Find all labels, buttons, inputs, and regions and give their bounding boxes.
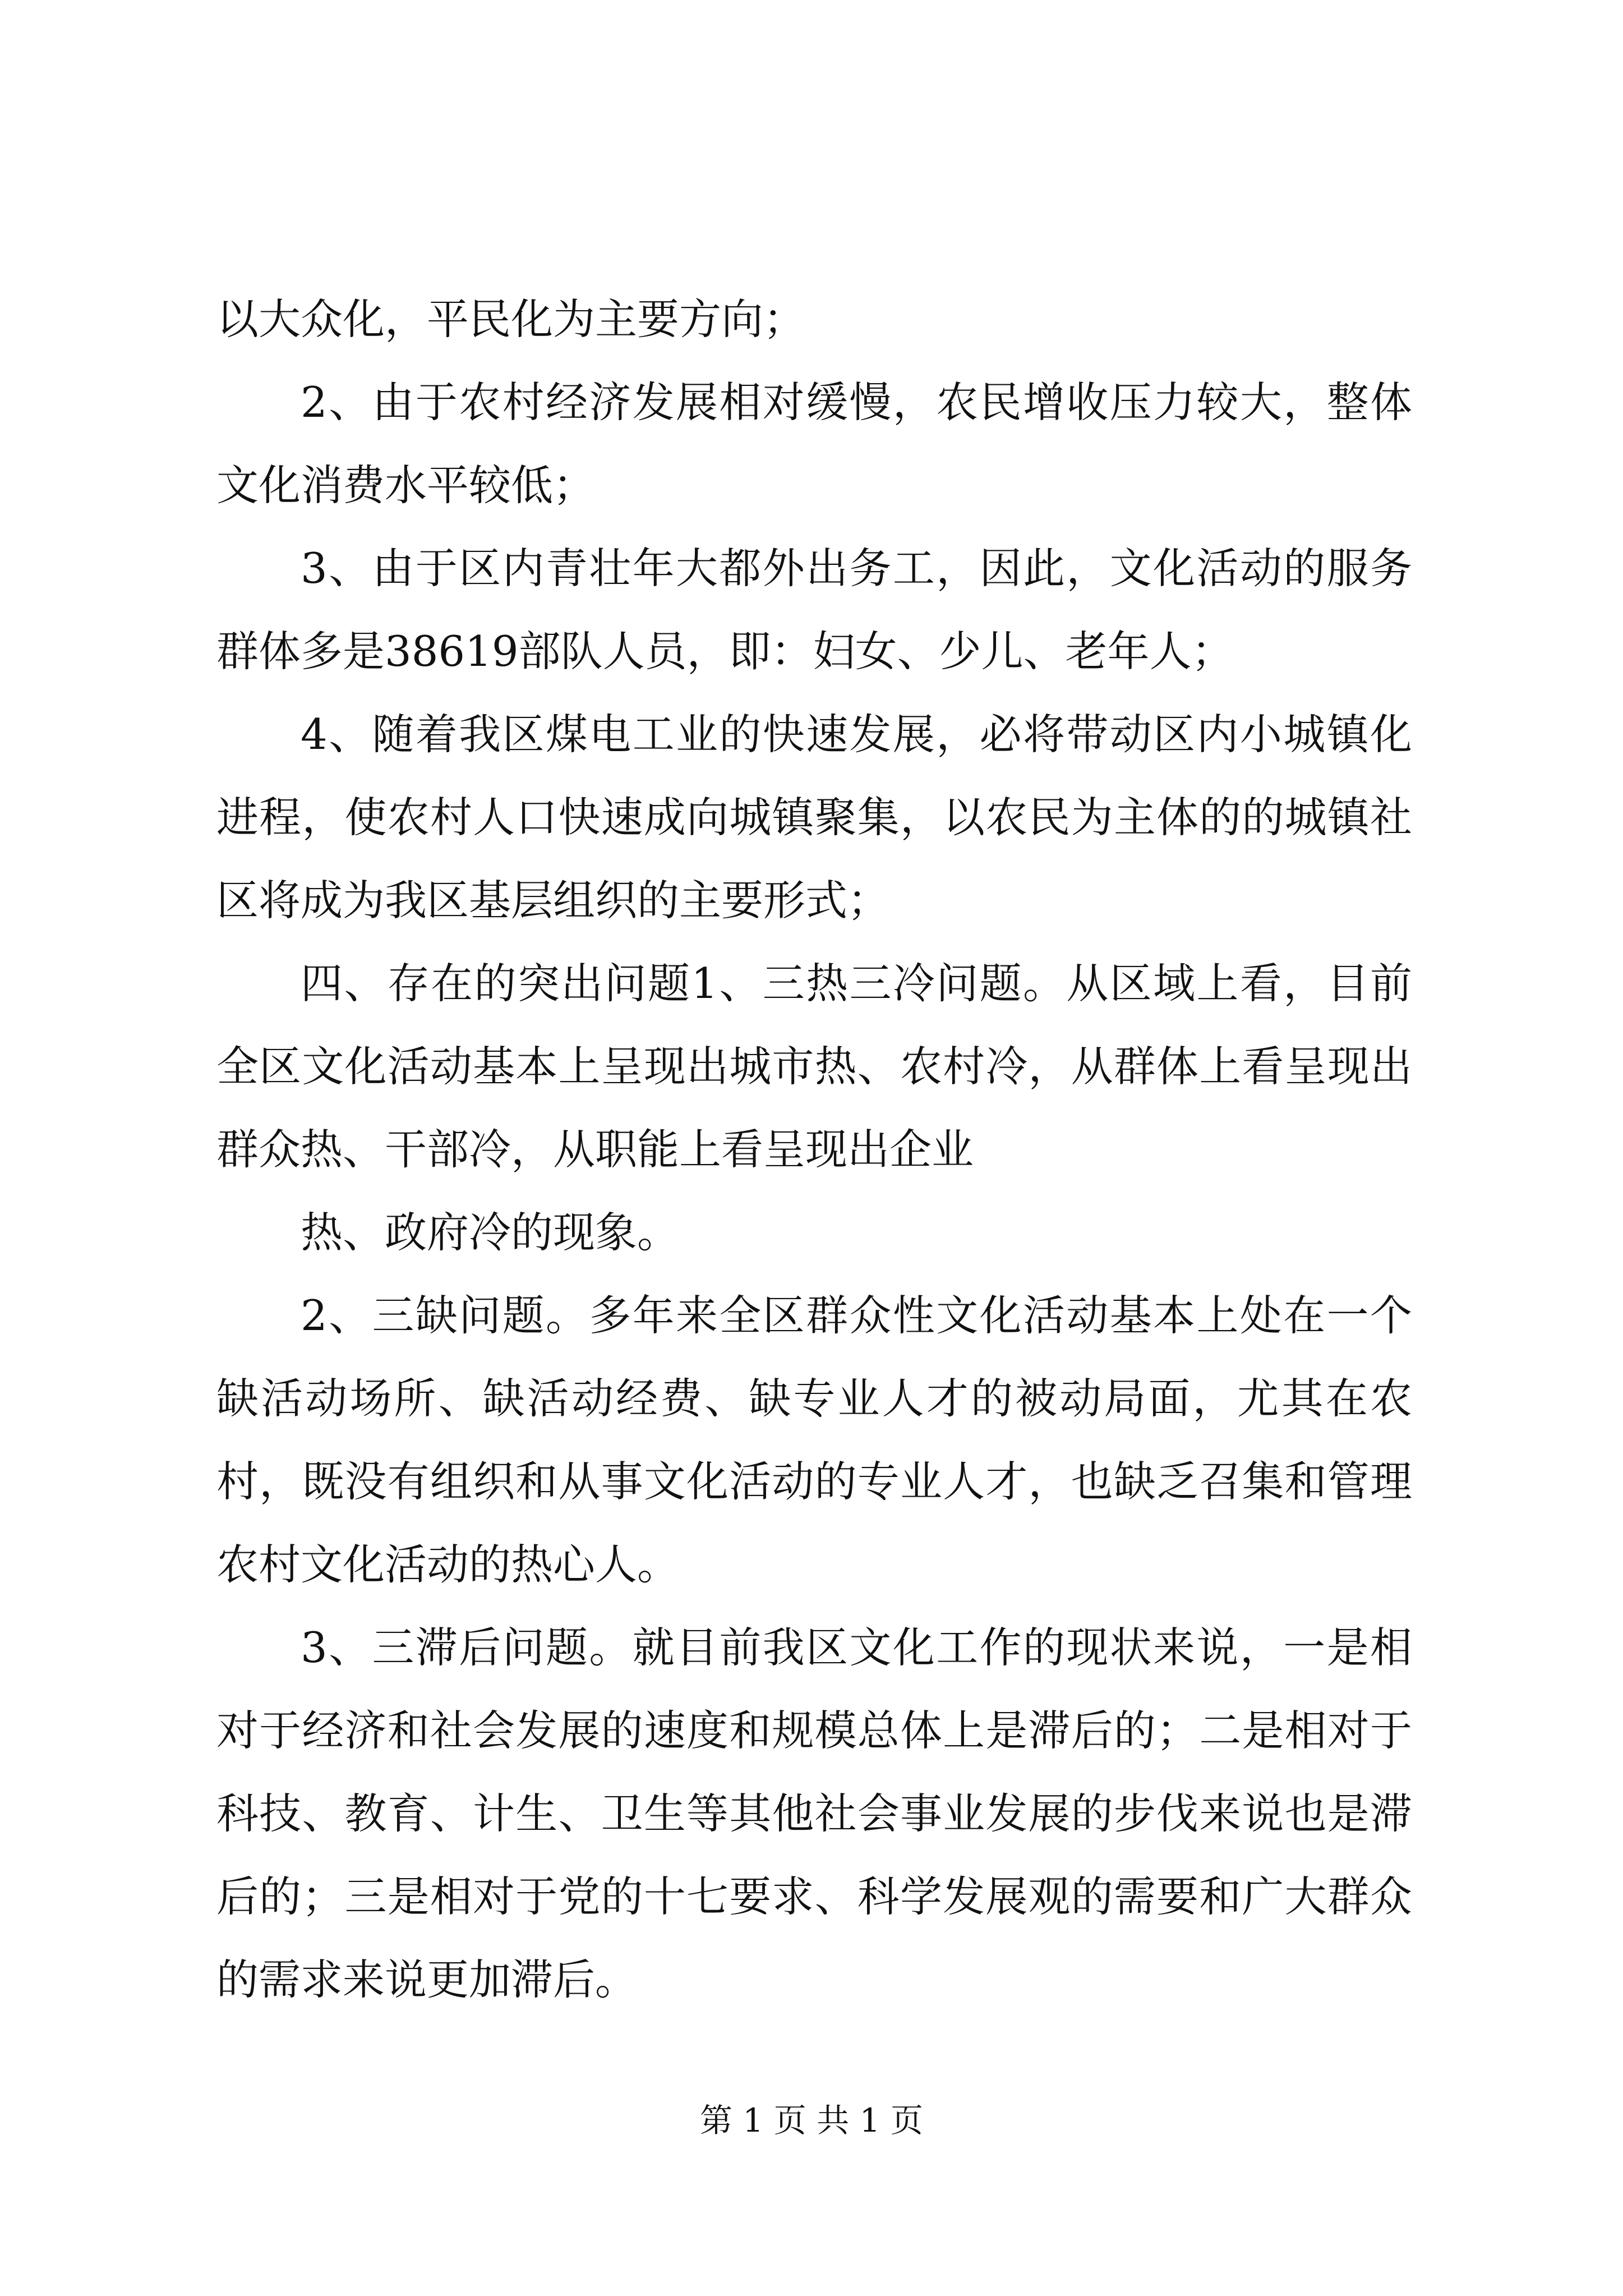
paragraph-4: 4、随着我区煤电工业的快速发展，必将带动区内小城镇化进程，使农村人口快速成向城镇聚集，以农民为主体的的城镇社区将成为我区基层组织的主要形式； xyxy=(216,710,1412,925)
page-footer: 第 1 页 共 1 页 xyxy=(700,2101,923,2139)
paragraph-1: 以大众化，平民化为主要方向； xyxy=(216,295,806,344)
paragraph-2: 2、由于农村经济发展相对缓慢，农民增收压力较大，整体文化消费水平较低； xyxy=(216,378,1412,510)
paragraph-3: 3、由于区内青壮年大都外出务工，因此，文化活动的服务群体多是38619部队人员，即：妇女、少儿、老年人； xyxy=(216,544,1412,676)
paragraph-8: 3、三滞后问题。就目前我区文化工作的现状来说，一是相对于经济和社会发展的速度和规模总体上是滞后的；二是相对于科技、教育、计生、卫生等其他社会事业发展的步伐来说也是滞后的；三是相对于党的十七要求、科学发展观的需要和广大群众的需求来说更加滞后。 xyxy=(216,1623,1412,2004)
paragraph-7: 2、三缺问题。多年来全区群众性文化活动基本上处在一个缺活动场所、缺活动经费、缺专业人才的被动局面，尤其在农村，既没有组织和从事文化活动的专业人才，也缺乏召集和管理农村文化活动的热心人。 xyxy=(216,1291,1412,1589)
paragraph-5: 四、存在的突出问题1、三热三冷问题。从区域上看，目前全区文化活动基本上呈现出城市热、农村冷，从群体上看呈现出群众热、干部冷，从职能上看呈现出企业 xyxy=(216,959,1412,1174)
document-body xyxy=(216,278,1412,2021)
paragraph-6: 热、政府冷的现象。 xyxy=(301,1208,680,1257)
